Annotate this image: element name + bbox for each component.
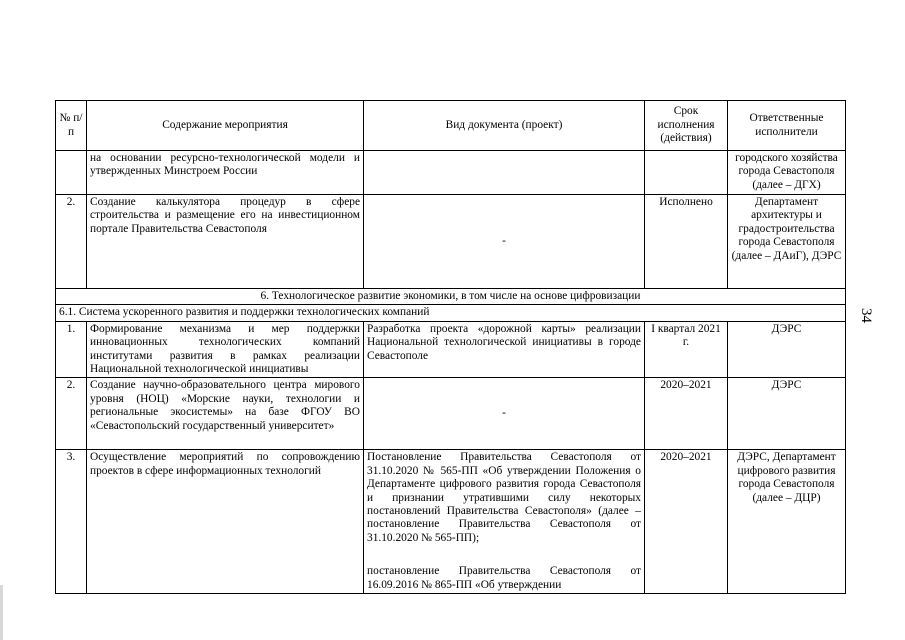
table-row	[56, 378, 846, 450]
row-responsible: ДЭРС	[728, 321, 846, 378]
row-content: на основании ресурсно-технологической модели и утвержденных Минстроем России	[87, 151, 364, 195]
paragraph-gap	[367, 545, 641, 565]
row-deadline: 2020–2021	[645, 450, 728, 594]
header-no: № п/п	[56, 101, 87, 151]
row-responsible: Департамент архитектуры и градостроительства города Севастополя (далее – ДАиГ), ДЭРС	[728, 195, 846, 289]
subsection-title: 6.1. Система ускоренного развития и поддержки технологических компаний	[56, 305, 846, 321]
row-responsible: городского хозяйства города Севастополя (далее – ДГХ)	[728, 151, 846, 195]
table-row	[56, 450, 846, 594]
subsection-row	[56, 305, 846, 321]
row-doc	[364, 151, 645, 195]
header-deadline: Срок исполнения (действия)	[645, 101, 728, 151]
header-doc-type: Вид документа (проект)	[364, 101, 645, 151]
row-doc-paragraph: Постановление Правительства Севастополя от 31.10.2020 № 565-ПП «Об утверждении Положения о Департаменте цифрового развития города Севастополя и признании утратившими силу некоторых постановлений Правительства Севастополя» (далее – постановление Правительства Севастополя от 31.10.2020 № 565-ПП);	[367, 451, 641, 544]
row-doc: Разработка проекта «дорожной карты» реализации Национальной технологической инициативы в городе Севастополе	[364, 321, 645, 378]
row-number	[56, 151, 87, 195]
row-doc: -	[364, 378, 645, 450]
row-deadline	[645, 151, 728, 195]
row-content: Создание калькулятора процедур в сфере строительства и размещение его на инвестиционном портале Правительства Севастополя	[87, 195, 364, 289]
header-content: Содержание мероприятия	[87, 101, 364, 151]
row-number: 1.	[56, 321, 87, 378]
row-deadline: Исполнено	[645, 195, 728, 289]
scan-edge-mark	[0, 585, 3, 640]
table-row	[56, 151, 846, 195]
section-row	[56, 289, 846, 305]
row-deadline: 2020–2021	[645, 378, 728, 450]
row-doc	[364, 450, 645, 594]
row-number: 2.	[56, 378, 87, 450]
table-header-row	[56, 101, 846, 151]
row-doc-paragraph-2: постановление Правительства Севастополя от 16.09.2016 № 865-ПП «Об утверждении	[367, 565, 641, 591]
section-title: 6. Технологическое развитие экономики, в том числе на основе цифровизации	[56, 289, 846, 305]
row-content: Создание научно-образовательного центра мирового уровня (НОЦ) «Морские науки, технологии и региональные экосистемы» на базе ФГОУ ВО «Севастопольский государственный университет»	[87, 378, 364, 450]
row-content: Формирование механизма и мер поддержки инновационных технологических компаний институтами развития в рамках реализации Национальной технологической инициативы	[87, 321, 364, 378]
row-number: 3.	[56, 450, 87, 594]
row-number: 2.	[56, 195, 87, 289]
header-responsible: Ответственные исполнители	[728, 101, 846, 151]
row-content: Осуществление мероприятий по сопровождению проектов в сфере информационных технологий	[87, 450, 364, 594]
measures-table	[55, 100, 846, 594]
table-row	[56, 195, 846, 289]
row-responsible: ДЭРС, Департамент цифрового развития города Севастополя (далее – ДЦР)	[728, 450, 846, 594]
page-number: 34	[858, 308, 874, 323]
row-doc: -	[364, 195, 645, 289]
table-row	[56, 321, 846, 378]
row-deadline: I квартал 2021 г.	[645, 321, 728, 378]
row-responsible: ДЭРС	[728, 378, 846, 450]
